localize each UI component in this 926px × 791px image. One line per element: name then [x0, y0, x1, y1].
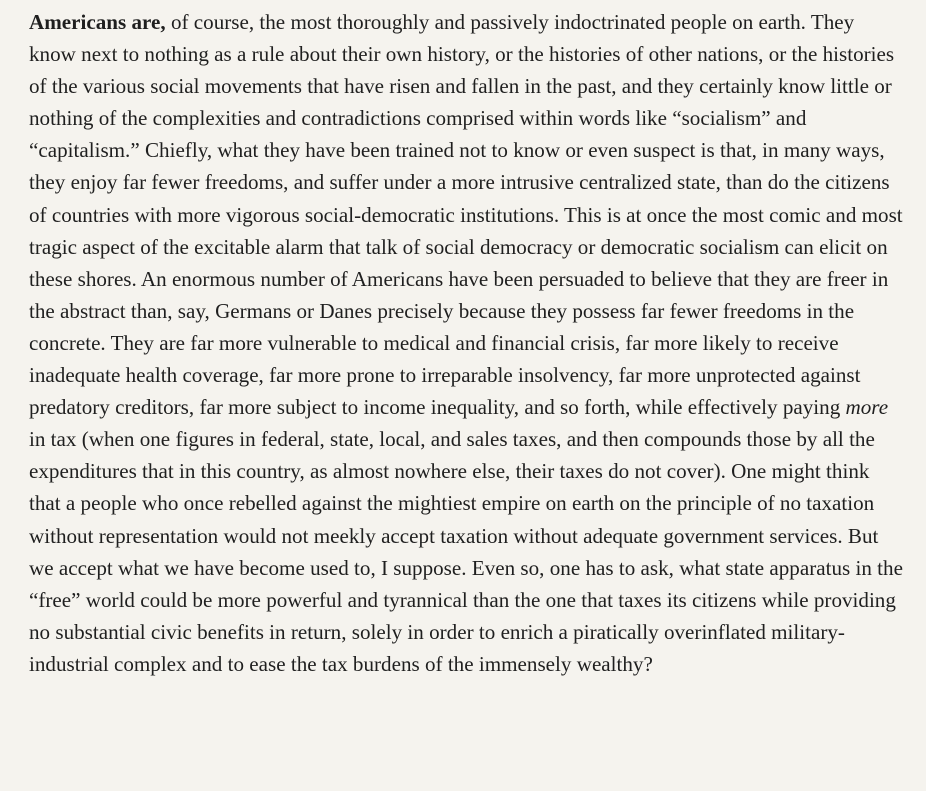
paragraph-text-part-2: in tax (when one figures in federal, state, local, and sales taxes, and then compounds those by all the expenditures that in this country, as almost nowhere else, their taxes do not cover). One might think that a people who once rebelled against the mightiest empire on earth on the principle of no taxation without representation would not meekly accept taxation without adequate government services. But we accept what we have become used to, I suppose. Even so, one has to ask, what state apparatus in the “free” world could be more powerful and tyrannical than the one that taxes its citizens while providing no substantial civic benefits in return, solely in order to enrich a piratically overinflated military-industrial complex and to ease the tax burdens of the immensely wealthy? [29, 427, 903, 676]
lead-in-text: Americans are, [29, 10, 166, 34]
paragraph-text-part-1: of course, the most thoroughly and passively indoctrinated people on earth. They know next to nothing as a rule about their own history, or the histories of other nations, or the histories of the various social movements that have risen and fallen in the past, and they certainly know little or nothing of the complexities and contradictions comprised within words like “socialism” and “capitalism.” Chiefly, what they have been trained not to know or even suspect is that, in many ways, they enjoy far fewer freedoms, and suffer under a more intrusive centralized state, than do the citizens of countries with more vigorous social-democratic institutions. This is at once the most comic and most tragic aspect of the excitable alarm that talk of social democracy or democratic socialism can elicit on these shores. An enormous number of Americans have been persuaded to believe that they are freer in the abstract than, say, Germans or Danes precisely because they possess far fewer freedoms in the concrete. They are far more vulnerable to medical and financial crisis, far more likely to receive inadequate health coverage, far more prone to irreparable insolvency, far more unprotected against predatory creditors, far more subject to income inequality, and so forth, while effectively paying [29, 10, 903, 420]
body-paragraph [29, 6, 906, 680]
italic-emphasis-more: more [845, 395, 889, 420]
